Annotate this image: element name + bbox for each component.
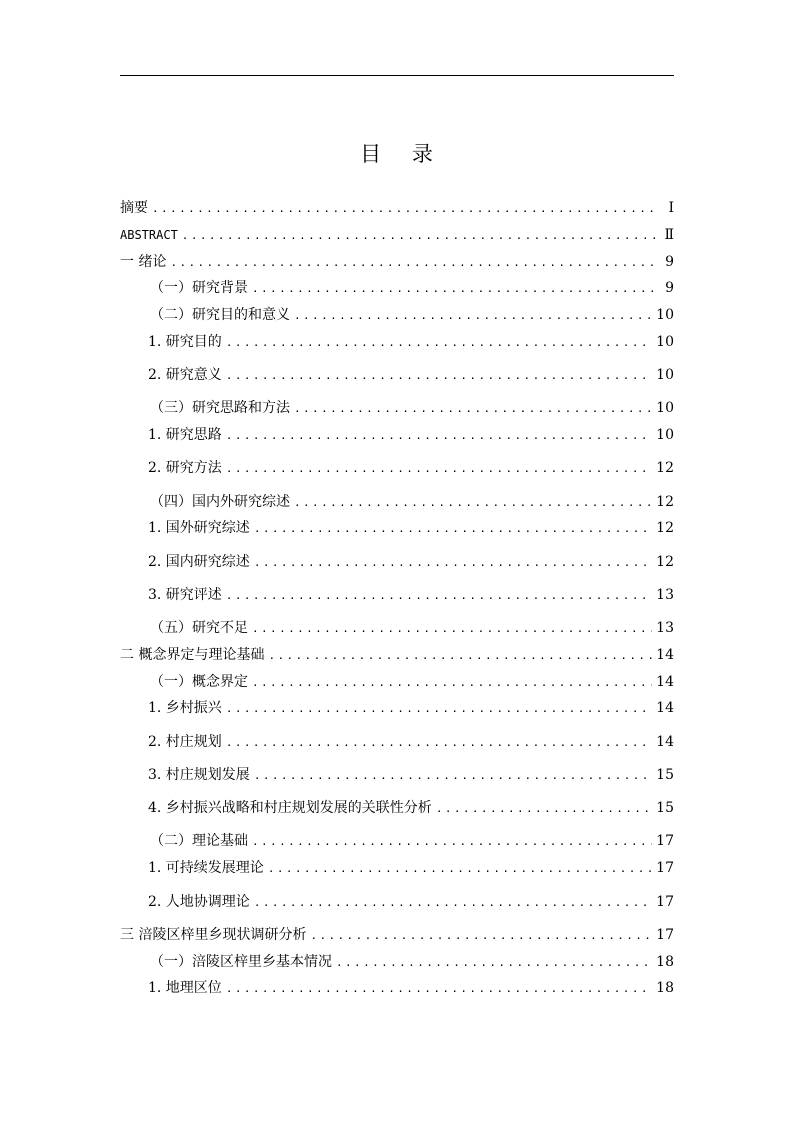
toc-leader-dots xyxy=(268,859,652,879)
toc-leader-dots xyxy=(268,646,652,666)
toc-entry-page: 9 xyxy=(665,280,674,296)
toc-entry[interactable] xyxy=(148,698,674,718)
header-rule xyxy=(120,75,674,76)
toc-entry-page: 17 xyxy=(656,894,674,910)
toc-leader-dots xyxy=(252,619,652,639)
toc-entry[interactable] xyxy=(148,332,674,352)
toc-entry[interactable] xyxy=(150,492,674,512)
toc-entry-page: 13 xyxy=(656,587,674,603)
toc-entry[interactable] xyxy=(148,552,674,572)
toc-entry-label: 4. 乡村振兴战略和村庄规划发展的关联性分析 xyxy=(148,800,432,816)
page-title: 目 录 xyxy=(360,142,445,166)
toc-entry-label: 3. 研究评述 xyxy=(148,587,222,603)
toc-entry-label: 2. 村庄规划 xyxy=(148,734,222,750)
toc-entry-label: （一）涪陵区梓里乡基本情况 xyxy=(150,954,332,970)
toc-entry-page: 18 xyxy=(656,954,674,970)
toc-entry[interactable] xyxy=(148,858,674,878)
toc-entry-page: 10 xyxy=(656,307,674,323)
toc-entry[interactable] xyxy=(150,305,674,325)
toc-entry-page: 14 xyxy=(656,647,674,663)
toc-entry[interactable] xyxy=(150,952,674,972)
toc-entry[interactable] xyxy=(120,225,674,245)
toc-entry-page: 15 xyxy=(656,800,674,816)
toc-entry-label: 一 绪论 xyxy=(120,254,167,270)
toc-entry[interactable] xyxy=(148,798,674,818)
toc-entry[interactable] xyxy=(120,198,674,218)
toc-entry-label: 3. 村庄规划发展 xyxy=(148,767,250,783)
toc-leader-dots xyxy=(226,699,652,719)
toc-entry-page: 14 xyxy=(656,700,674,716)
toc-entry-label: 1. 可持续发展理论 xyxy=(148,860,264,876)
toc-entry[interactable] xyxy=(148,365,674,385)
toc-entry[interactable] xyxy=(120,252,674,272)
toc-leader-dots xyxy=(252,832,652,852)
toc-entry-page: 9 xyxy=(665,254,674,270)
toc-entry-label: （一）概念界定 xyxy=(150,674,248,690)
toc-entry-label: 二 概念界定与理论基础 xyxy=(120,647,265,663)
toc-entry-label: 2. 研究意义 xyxy=(148,367,222,383)
toc-entry-label: 1. 研究目的 xyxy=(148,334,222,350)
toc-entry-label: （二）研究目的和意义 xyxy=(150,307,290,323)
toc-leader-dots xyxy=(252,279,656,299)
toc-entry-label: 1. 研究思路 xyxy=(148,427,222,443)
toc-leader-dots xyxy=(226,733,652,753)
toc-leader-dots xyxy=(226,586,652,606)
toc-entry[interactable] xyxy=(148,585,674,605)
toc-leader-dots xyxy=(152,199,656,219)
toc-entry-label: （三）研究思路和方法 xyxy=(150,400,290,416)
toc-leader-dots xyxy=(226,459,652,479)
toc-entry-label: 2. 研究方法 xyxy=(148,460,222,476)
toc-entry-page: 14 xyxy=(656,734,674,750)
toc-entry-label: ABSTRACT xyxy=(120,228,178,242)
toc-entry[interactable] xyxy=(150,672,674,692)
toc-entry-label: （五）研究不足 xyxy=(150,620,248,636)
toc-leader-dots xyxy=(254,519,652,539)
toc-entry-page: 10 xyxy=(656,400,674,416)
toc-leader-dots xyxy=(254,766,652,786)
toc-leader-dots xyxy=(310,926,652,946)
toc-entry-page: 15 xyxy=(656,767,674,783)
toc-leader-dots xyxy=(170,253,656,273)
toc-entry-page: 12 xyxy=(656,554,674,570)
toc-entry-page: 10 xyxy=(656,334,674,350)
toc-entry-page: 10 xyxy=(656,427,674,443)
toc-entry[interactable] xyxy=(148,732,674,752)
toc-entry[interactable] xyxy=(150,831,674,851)
toc-entry[interactable] xyxy=(150,278,674,298)
toc-entry-page: 17 xyxy=(656,833,674,849)
toc-entry-page: 17 xyxy=(656,927,674,943)
toc-leader-dots xyxy=(182,226,656,246)
toc-entry-page: 12 xyxy=(656,494,674,510)
toc-entry-label: （一）研究背景 xyxy=(150,280,248,296)
toc-leader-dots xyxy=(226,333,652,353)
toc-leader-dots xyxy=(254,893,652,913)
toc-entry-label: 1. 地理区位 xyxy=(148,980,222,996)
toc-entry-label: （四）国内外研究综述 xyxy=(150,494,290,510)
toc-entry-label: 三 涪陵区梓里乡现状调研分析 xyxy=(120,927,307,943)
toc-entry-label: 摘要 xyxy=(120,200,148,216)
toc-entry[interactable] xyxy=(148,425,674,445)
toc-entry[interactable] xyxy=(148,978,674,998)
toc-leader-dots xyxy=(336,953,652,973)
toc-leader-dots xyxy=(436,799,652,819)
toc-entry-label: 1. 乡村振兴 xyxy=(148,700,222,716)
toc-entry-label: 2. 国内研究综述 xyxy=(148,554,250,570)
toc-entry-page: 13 xyxy=(656,620,674,636)
toc-entry-page: Ⅱ xyxy=(664,227,674,243)
toc-entry-label: （二）理论基础 xyxy=(150,833,248,849)
toc-entry[interactable] xyxy=(148,518,674,538)
toc-entry[interactable] xyxy=(148,765,674,785)
toc-leader-dots xyxy=(226,366,652,386)
toc-entry-label: 1. 国外研究综述 xyxy=(148,520,250,536)
toc-entry[interactable] xyxy=(120,645,674,665)
toc-entry-page: 17 xyxy=(656,860,674,876)
toc-entry[interactable] xyxy=(150,398,674,418)
toc-leader-dots xyxy=(226,979,652,999)
toc-entry[interactable] xyxy=(150,618,674,638)
toc-entry[interactable] xyxy=(120,925,674,945)
toc-entry-label: 2. 人地协调理论 xyxy=(148,894,250,910)
toc-leader-dots xyxy=(226,426,652,446)
toc-entry-page: 18 xyxy=(656,980,674,996)
toc-leader-dots xyxy=(294,399,652,419)
toc-entry[interactable] xyxy=(148,458,674,478)
toc-leader-dots xyxy=(254,553,652,573)
toc-entry-page: 10 xyxy=(656,367,674,383)
toc-leader-dots xyxy=(294,306,652,326)
toc-entry-page: 14 xyxy=(656,674,674,690)
toc-entry-page: 12 xyxy=(656,520,674,536)
toc-leader-dots xyxy=(252,673,652,693)
toc-entry-page: Ⅰ xyxy=(668,200,674,216)
toc-leader-dots xyxy=(294,493,652,513)
toc-entry[interactable] xyxy=(148,892,674,912)
toc-entry-page: 12 xyxy=(656,460,674,476)
